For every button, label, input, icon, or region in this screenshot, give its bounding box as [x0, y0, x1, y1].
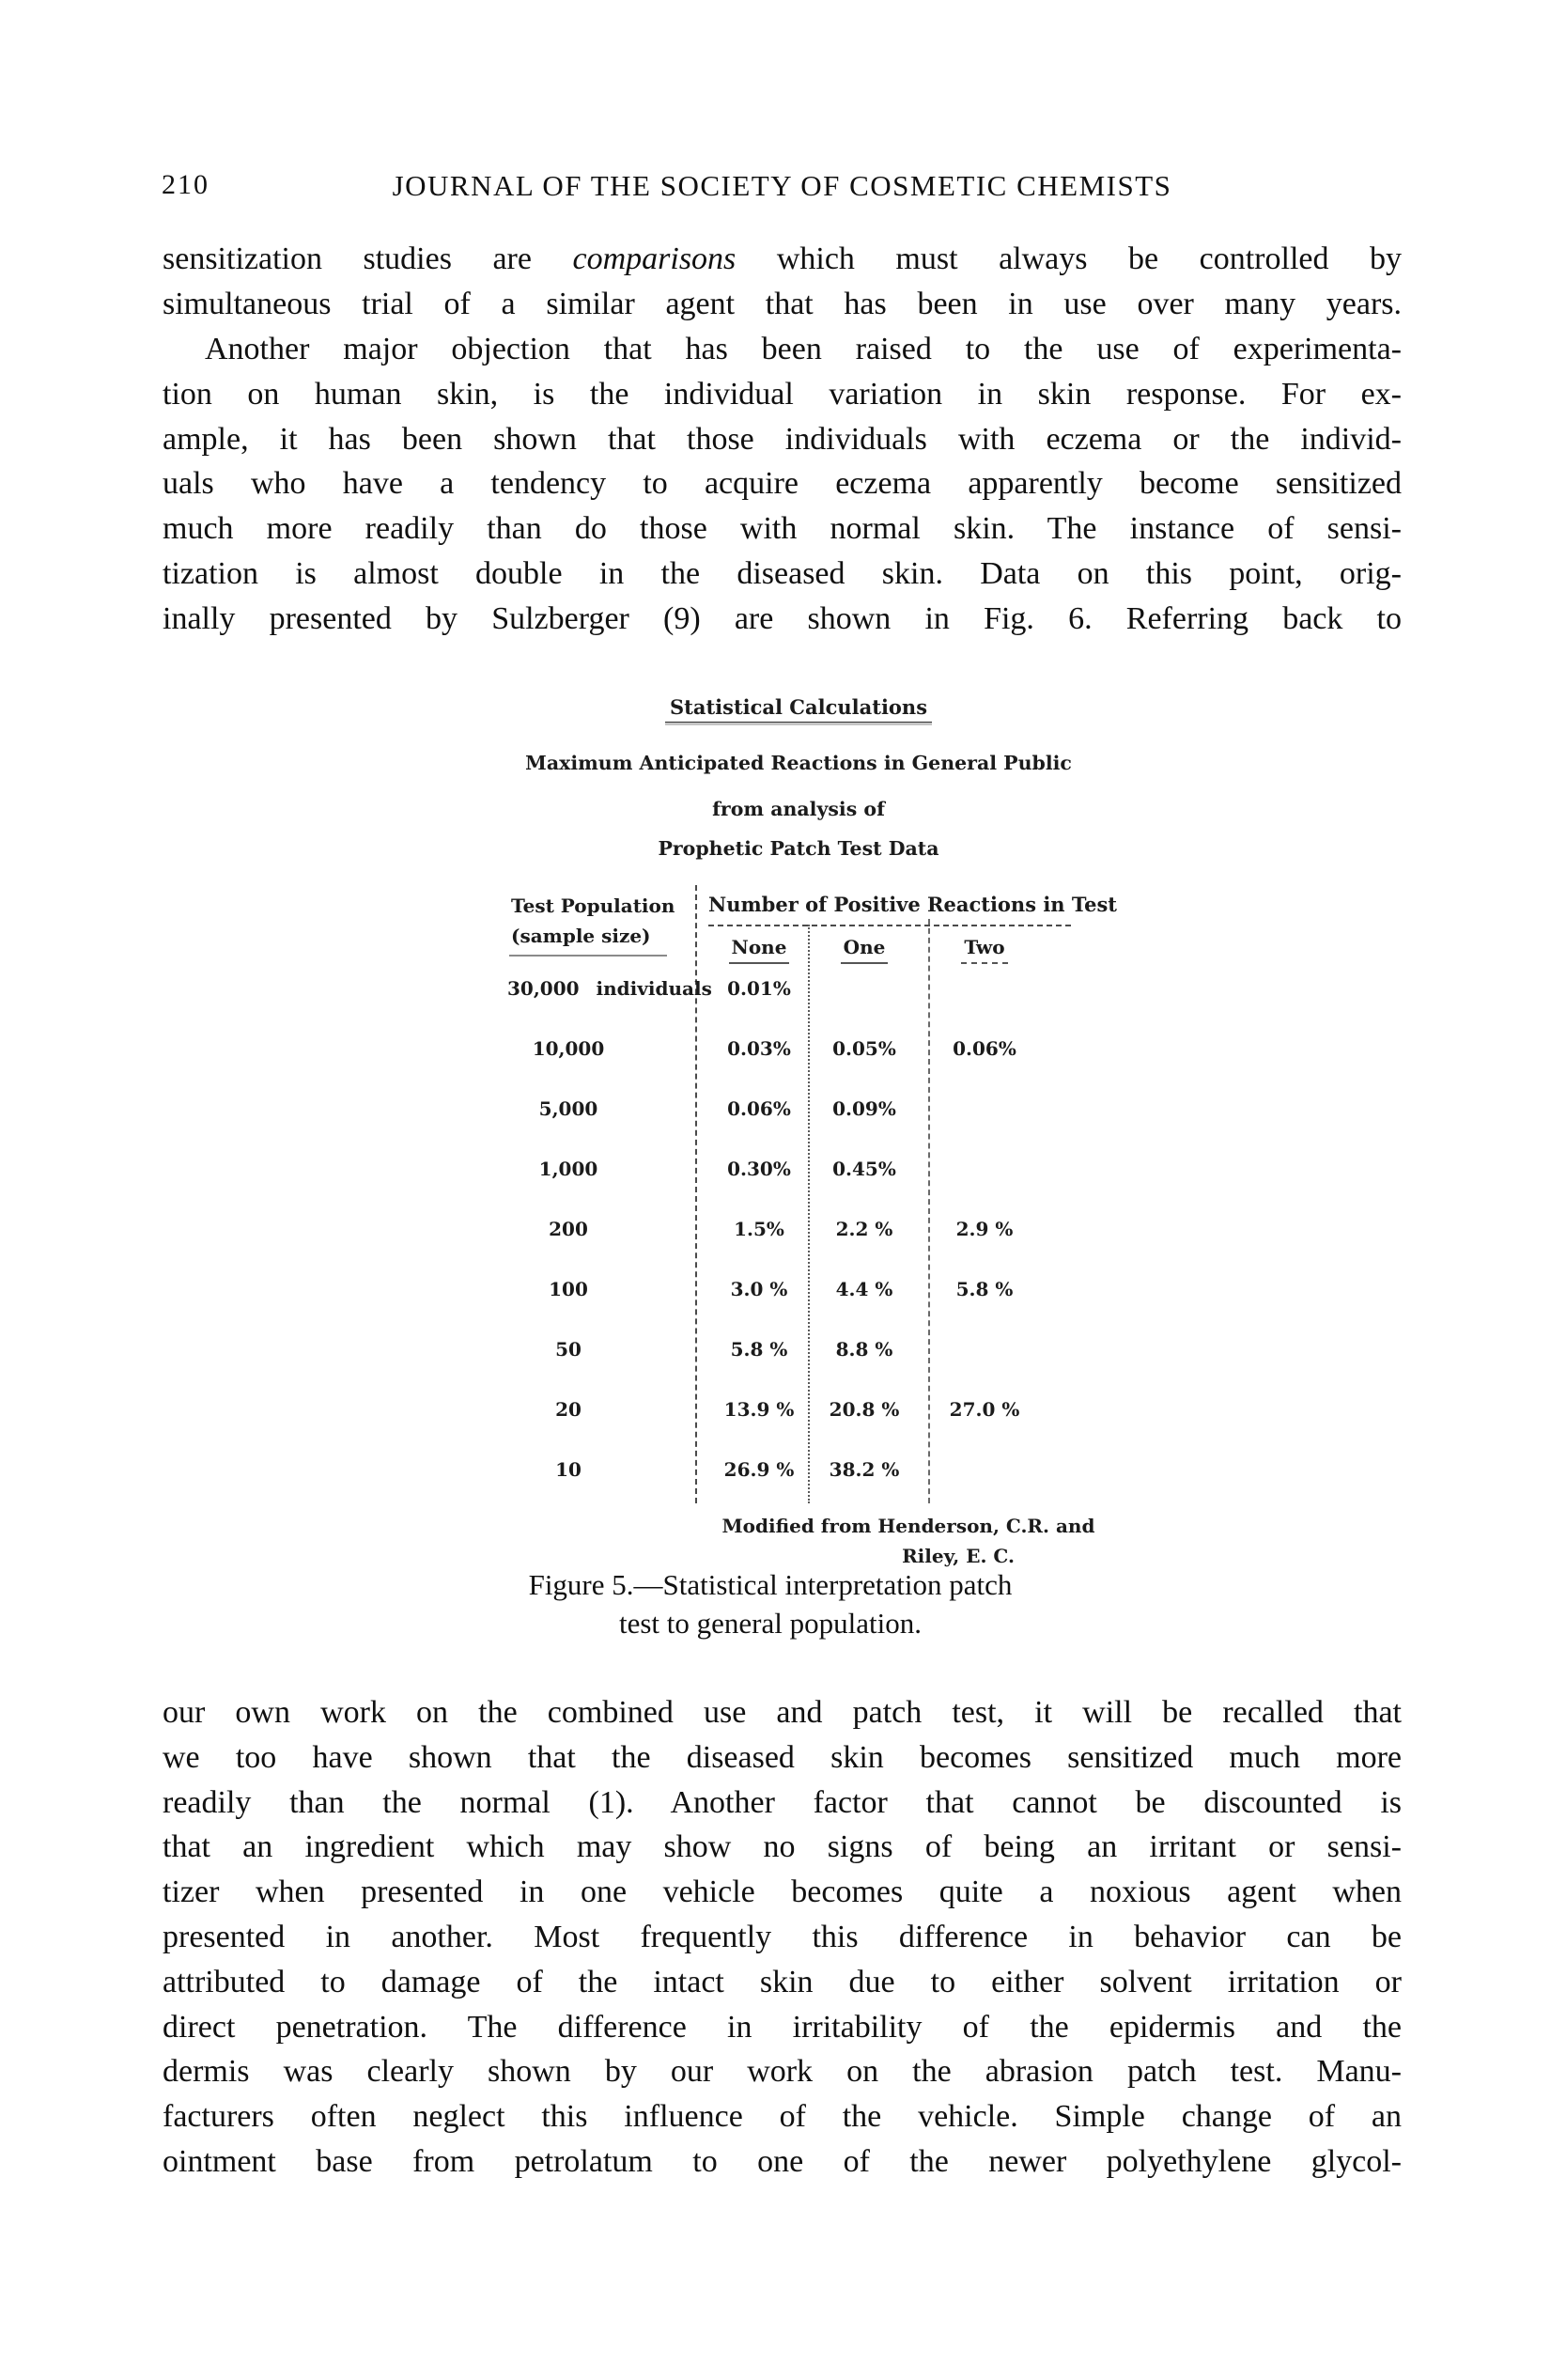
figure-caption [451, 1565, 1090, 1642]
cell-one: 20.8 % [829, 1398, 900, 1421]
column-header-text: None [729, 936, 790, 964]
population-value: 5,000 [538, 1097, 598, 1120]
cell-one: 0.05% [832, 1037, 896, 1060]
column-header-two [933, 936, 1036, 964]
text-line: ample, it has been shown that those individuals with eczema or the individ- [163, 421, 1402, 457]
figure-heading-text: Statistical Calculations [665, 695, 932, 723]
text-line: attributed to damage of the intact skin due to either solvent irritation or [163, 1964, 1402, 1999]
cell-population [507, 1158, 629, 1180]
text-line: tizer when presented in one vehicle becomes quite a noxious agent when [163, 1874, 1402, 1910]
figure-caption-line: test to general population. [619, 1607, 922, 1640]
population-value: 10 [555, 1458, 582, 1481]
text-span: which must always be controlled by [736, 241, 1403, 276]
paragraph-3 [163, 1690, 1402, 2185]
cell-population [507, 1458, 629, 1481]
column-header-one [813, 936, 916, 964]
cell-none: 13.9 % [723, 1398, 795, 1421]
table-row [507, 1338, 1109, 1368]
population-value: 10,000 [532, 1037, 605, 1060]
figure-source-line-1: Modified from Henderson, C.R. and [721, 1515, 1095, 1537]
cell-population [507, 1398, 629, 1421]
cell-one: 2.2 % [835, 1218, 893, 1240]
journal-title: JOURNAL OF THE SOCIETY OF COSMETIC CHEMISTS [392, 169, 1172, 202]
text-line: ointment base from petrolatum to one of the newer polyethylene glycol- [163, 2143, 1402, 2179]
cell-population [507, 977, 712, 1000]
cell-two: 27.0 % [949, 1398, 1020, 1421]
cell-population [507, 1037, 629, 1060]
population-value: 20 [555, 1398, 582, 1421]
figure-subtitle-2: from analysis of [712, 798, 885, 820]
population-suffix: individuals [596, 977, 712, 1000]
column-header-text: One [841, 936, 889, 964]
cell-none: 0.30% [727, 1158, 791, 1180]
statistics-table [507, 883, 1117, 1508]
table-row [507, 1458, 1109, 1488]
text-line [163, 237, 1402, 282]
column-header-reactions: Number of Positive Reactions in Test [708, 893, 1117, 916]
cell-one: 0.09% [832, 1097, 896, 1120]
cell-none: 0.01% [727, 977, 791, 1000]
header-rule [708, 925, 1071, 926]
italic-word: comparisons [572, 241, 737, 276]
cell-none: 0.03% [727, 1037, 791, 1060]
text-line: we too have shown that the diseased skin becomes sensitized much more [163, 1739, 1402, 1775]
text-span: sensitization studies are [163, 241, 573, 276]
cell-none: 5.8 % [730, 1338, 788, 1361]
population-value: 100 [549, 1278, 588, 1300]
cell-population [507, 1278, 629, 1300]
cell-population [507, 1097, 629, 1120]
cell-population [507, 1338, 629, 1361]
text-line: that an ingredient which may show no signs of being an irritant or sensi- [163, 1829, 1402, 1865]
text-line: presented in another. Most frequently this difference in behavior can be [163, 1919, 1402, 1954]
cell-none: 1.5% [734, 1218, 784, 1240]
column-header-population-sub: (sample size) [511, 925, 651, 947]
text-line: our own work on the combined use and patch test, it will be recalled that [163, 1695, 1402, 1730]
text-line: dermis was clearly shown by our work on the abrasion patch test. Manu- [163, 2054, 1402, 2090]
paragraph-1 [163, 237, 1402, 327]
figure-heading [564, 695, 1033, 723]
figure-source-line-2: Riley, E. C. [902, 1545, 1015, 1567]
table-row [507, 1158, 1109, 1188]
header-rule [509, 955, 667, 957]
text-line: inally presented by Sulzberger (9) are shown in Fig. 6. Referring back to [163, 600, 1402, 636]
population-value: 200 [549, 1218, 588, 1240]
table-row [507, 977, 1109, 1007]
text-line: tion on human skin, is the individual variation in skin response. For ex- [163, 376, 1402, 412]
text-line: simultaneous trial of a similar agent that has been in use over many years. [163, 286, 1402, 321]
figure-subtitle-1: Maximum Anticipated Reactions in General Public [525, 752, 1072, 774]
cell-one: 4.4 % [835, 1278, 893, 1300]
cell-population [507, 1218, 629, 1240]
cell-none: 3.0 % [730, 1278, 788, 1300]
text-line: readily than the normal (1). Another factor that cannot be discounted is [163, 1784, 1402, 1820]
cell-one: 8.8 % [835, 1338, 893, 1361]
text-line: Another major objection that has been raised to the use of experimenta- [205, 332, 1402, 366]
column-header-none [707, 936, 811, 964]
population-value: 30,000 [507, 977, 580, 1000]
column-header-text: Two [961, 936, 1007, 964]
cell-one: 38.2 % [829, 1458, 900, 1481]
table-row [507, 1097, 1109, 1128]
text-line: tization is almost double in the diseased skin. Data on this point, orig- [163, 555, 1402, 591]
text-line: facturers often neglect this influence of the vehicle. Simple change of an [163, 2099, 1402, 2135]
cell-none: 26.9 % [723, 1458, 795, 1481]
cell-two: 5.8 % [955, 1278, 1014, 1300]
text-line: uals who have a tendency to acquire eczema apparently become sensitized [163, 466, 1402, 502]
table-row [507, 1218, 1109, 1248]
column-header-population: Test Population [511, 894, 675, 917]
figure-caption-line: Figure 5.—Statistical interpretation patch [528, 1568, 1013, 1601]
population-value: 50 [555, 1338, 582, 1361]
paragraph-2 [163, 327, 1402, 642]
cell-two: 0.06% [953, 1037, 1016, 1060]
figure-subtitle-3: Prophetic Patch Test Data [658, 837, 939, 860]
cell-one: 0.45% [832, 1158, 896, 1180]
cell-none: 0.06% [727, 1097, 791, 1120]
page-number: 210 [162, 169, 209, 200]
table-row [507, 1278, 1109, 1308]
population-value: 1,000 [538, 1158, 598, 1180]
table-row [507, 1398, 1109, 1428]
cell-two: 2.9 % [955, 1218, 1014, 1240]
table-row [507, 1037, 1109, 1067]
text-line: much more readily than do those with normal skin. The instance of sensi- [163, 511, 1402, 547]
text-line: direct penetration. The difference in irritability of the epidermis and the [163, 2009, 1402, 2045]
